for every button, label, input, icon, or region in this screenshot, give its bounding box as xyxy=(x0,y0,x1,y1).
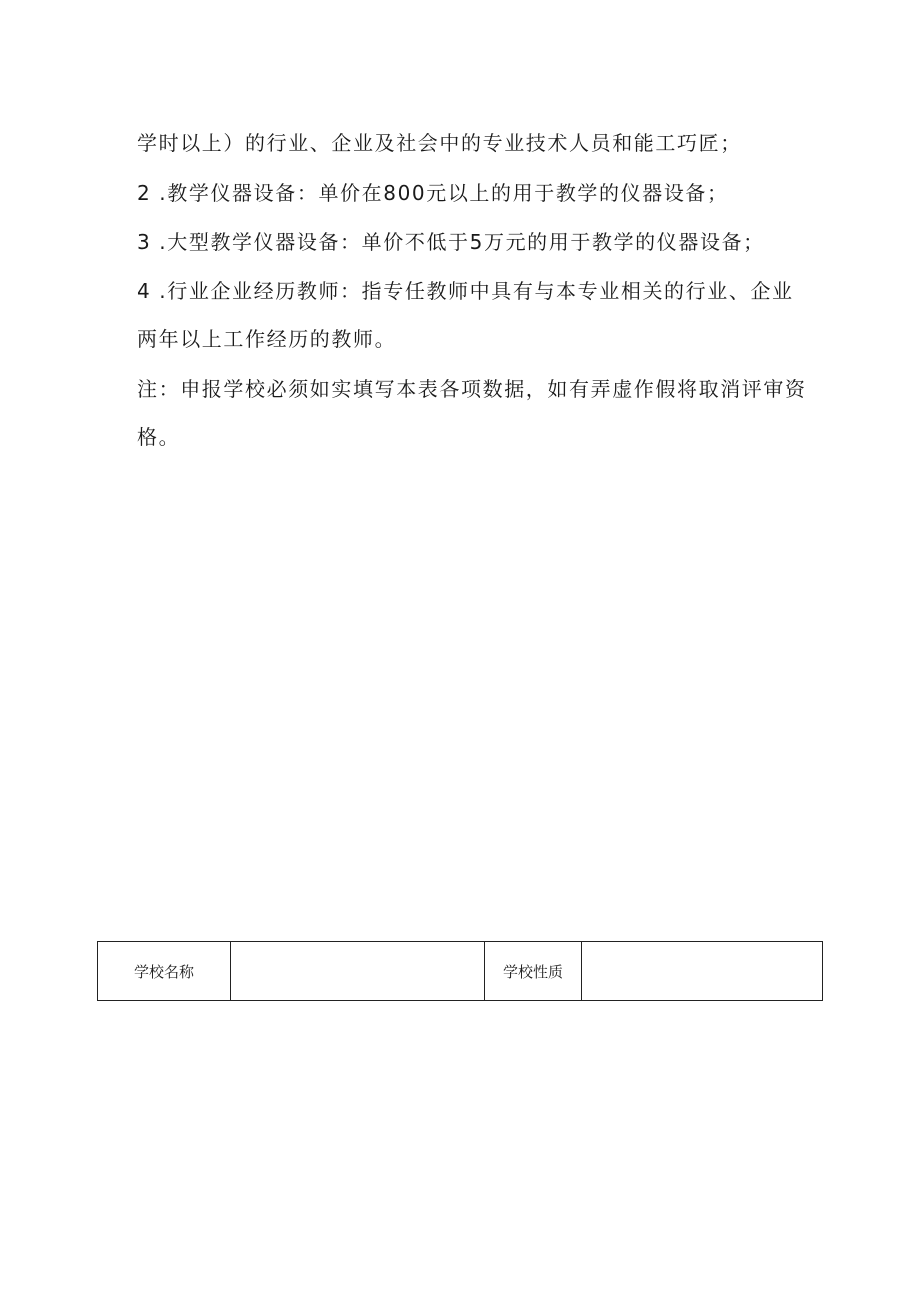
school-info-table xyxy=(97,941,823,1001)
school-type-label: 学校性质 xyxy=(484,942,581,1000)
school-name-field[interactable] xyxy=(230,942,484,1000)
text-line: 注：申报学校必须如实填写本表各项数据，如有弄虚作假将取消评审资 xyxy=(137,377,807,401)
text-line: 两年以上工作经历的教师。 xyxy=(137,327,397,351)
text-line: 4 .行业企业经历教师：指专任教师中具有与本专业相关的行业、企业 xyxy=(137,279,794,303)
paragraph-definition-continued xyxy=(137,119,827,167)
text-line: 2 .教学仪器设备：单价在800元以上的用于教学的仪器设备； xyxy=(137,181,729,205)
paragraph-item-4 xyxy=(137,267,827,363)
paragraph-item-2 xyxy=(137,169,827,217)
text-line: 3 .大型教学仪器设备：单价不低于5万元的用于教学的仪器设备； xyxy=(137,230,765,254)
text-line: 格。 xyxy=(137,425,181,449)
school-type-field[interactable] xyxy=(581,942,822,1000)
paragraph-item-3 xyxy=(137,218,827,266)
paragraph-note xyxy=(137,365,827,461)
text-line: 学时以上）的行业、企业及社会中的专业技术人员和能工巧匠； xyxy=(137,131,742,155)
school-name-label: 学校名称 xyxy=(133,962,194,981)
